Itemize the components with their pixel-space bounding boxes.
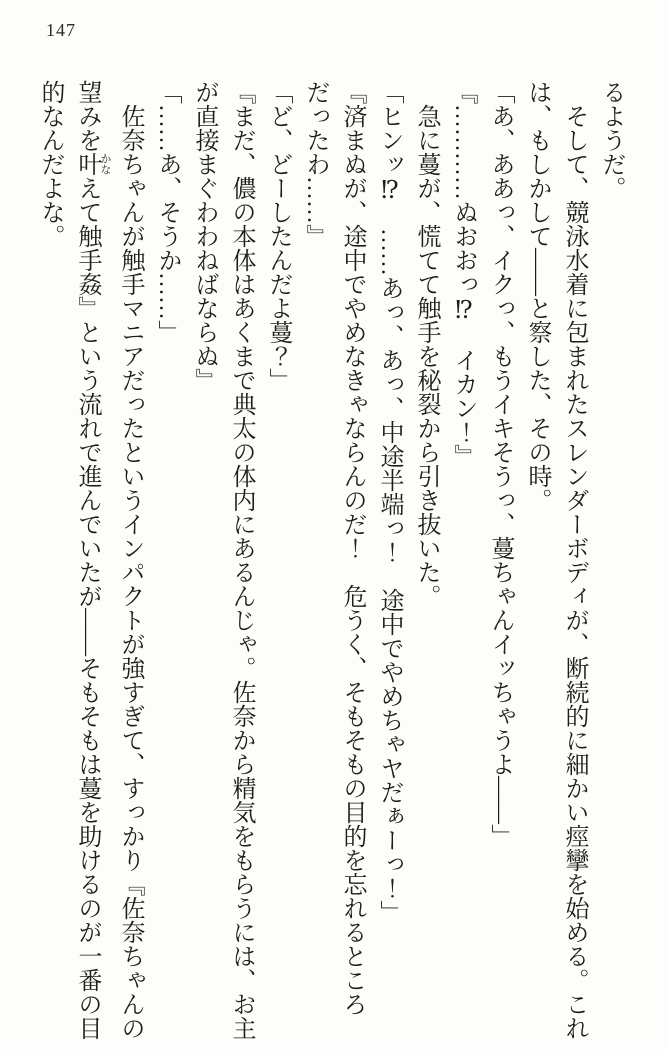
text-segment: えて触手姦』という流れで進んでいたが――そもそもは蔓を助けるのが一番の目 [74,176,100,1040]
text-line: だったわ……』 [302,80,328,248]
ruby-base: 叶 [74,152,100,176]
text-line: 『…………ぬおおっ⁉ イカン！』 [450,80,476,468]
text-line: るようだ。 [598,80,624,200]
text-line: 「……あ、そうか……」 [154,80,180,344]
text-line: 佐奈ちゃんが触手マニアだったというインパクトが強すぎて、すっかり『佐奈ちゃんの [117,80,143,1040]
text-segment: 望みを [74,80,100,152]
ruby-annotation [74,152,111,176]
text-line: 『まだ、儂の本体はあくまで典太の体内にあるんじゃ。佐奈から精気をもらうには、お主 [228,80,254,1040]
text-line: 「ヒンッ⁉ ……あっ、あっ、中途半端っ！ 途中でやめちゃヤだぁーっ！」 [376,80,402,924]
text-line: 急に蔓が、慌てて触手を秘裂から引き抜いた。 [413,80,439,608]
text-line: 「ど、どーしたんだよ蔓？」 [265,80,291,392]
text-line: は、もしかして――と察した、その時。 [524,80,550,512]
ruby-text: かな [99,152,111,176]
text-line: 「あ、ああっ、イクっ、もうイキそうっ、蔓ちゃんイッちゃうよ――」 [487,80,513,848]
text-line: そして、競泳水着に包まれたスレンダーボディが、断続的に細かい痙攣を始める。これ [561,80,587,1040]
text-line: 『済まぬが、途中でやめなきゃならんのだ！ 危うく、そもそもの目的を忘れるところ [339,80,365,1016]
page-number: 147 [46,20,76,40]
text-line: が直接まぐわわねばならぬ』 [191,80,217,392]
text-line-with-ruby [68,80,111,1046]
vertical-text-block [31,80,629,1046]
text-line: 的なんだよな。 [37,80,63,248]
